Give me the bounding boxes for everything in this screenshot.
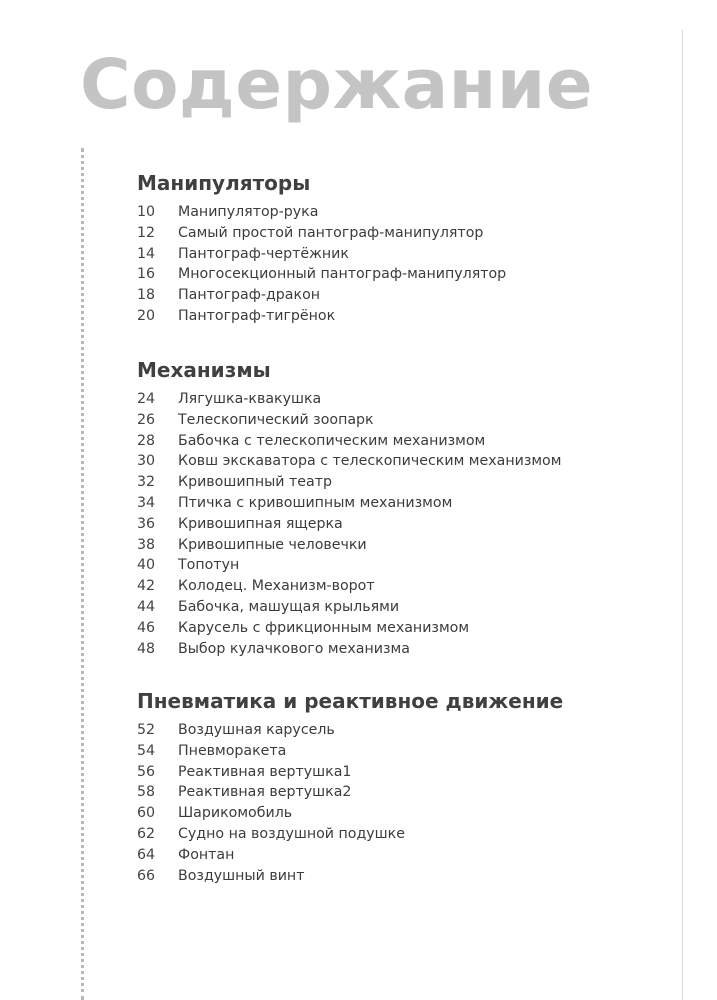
toc-entry[interactable]	[137, 762, 563, 783]
toc-entry[interactable]	[137, 597, 561, 618]
page-number: 14	[137, 245, 156, 262]
toc-section-mechanisms	[137, 357, 561, 659]
entry-title: Пантограф-дракон	[178, 287, 321, 304]
entry-title: Пантограф-тигрёнок	[178, 307, 336, 324]
toc-entry[interactable]	[137, 285, 506, 306]
entry-title: Кривошипные человечки	[178, 536, 367, 553]
page-title: Содержание	[80, 45, 593, 125]
toc-entry[interactable]	[137, 824, 563, 845]
entry-title: Воздушная карусель	[178, 722, 335, 738]
entry-title: Манипулятор-рука	[178, 204, 319, 220]
toc-entry[interactable]	[137, 306, 506, 327]
entry-title: Шарикомобиль	[178, 805, 293, 822]
entry-title: Бабочка с телескопическим механизмом	[178, 432, 486, 449]
section-heading: Пневматика и реактивное движение	[137, 689, 564, 713]
toc-entry[interactable]	[137, 389, 561, 410]
page-number: 38	[137, 536, 156, 553]
entry-title: Кривошипная ящерка	[178, 515, 343, 532]
toc-entry[interactable]	[137, 493, 561, 514]
toc-entry[interactable]	[137, 244, 506, 265]
section-heading: Механизмы	[137, 358, 271, 382]
page-number: 26	[137, 411, 156, 428]
entry-title: Реактивная вертушка1	[178, 763, 352, 780]
entry-title: Карусель с фрикционным механизмом	[178, 619, 470, 636]
page-number: 64	[137, 846, 156, 863]
toc-entry-list	[137, 202, 506, 327]
page-number: 12	[137, 224, 156, 241]
toc-section-manipulators	[137, 170, 506, 327]
page-number: 52	[137, 722, 156, 738]
toc-entry-list	[137, 720, 563, 886]
page-number: 54	[137, 742, 156, 759]
page-number: 40	[137, 557, 156, 574]
toc-entry[interactable]	[137, 639, 561, 660]
toc-entry[interactable]	[137, 223, 506, 244]
toc-entry-list	[137, 389, 561, 659]
page-number: 66	[137, 867, 156, 884]
entry-title: Топотун	[178, 557, 240, 574]
toc-section-pneumatics	[137, 688, 563, 886]
page-number: 46	[137, 619, 156, 636]
page-number: 24	[137, 391, 156, 407]
toc-entry[interactable]	[137, 845, 563, 866]
toc-entry[interactable]	[137, 410, 561, 431]
toc-entry[interactable]	[137, 535, 561, 556]
toc-entry[interactable]	[137, 720, 563, 741]
entry-title: Ковш экскаватора с телескопическим механизмом	[178, 453, 562, 470]
page-number: 48	[137, 640, 156, 657]
entry-title: Бабочка, машущая крыльями	[178, 598, 400, 615]
page-number: 58	[137, 784, 156, 801]
toc-entry[interactable]	[137, 514, 561, 535]
entry-title: Реактивная вертушка2	[178, 784, 352, 801]
entry-title: Многосекционный пантограф-манипулятор	[178, 266, 507, 283]
page-number: 10	[137, 204, 156, 220]
toc-entry[interactable]	[137, 451, 561, 472]
toc-entry[interactable]	[137, 782, 563, 803]
page-number: 20	[137, 307, 156, 324]
entry-title: Фонтан	[178, 846, 235, 863]
entry-title: Самый простой пантограф-манипулятор	[178, 224, 484, 241]
toc-entry[interactable]	[137, 202, 506, 223]
toc-entry[interactable]	[137, 555, 561, 576]
page-number: 16	[137, 266, 156, 283]
page-number: 62	[137, 825, 156, 842]
entry-title: Колодец. Механизм-ворот	[178, 578, 375, 595]
entry-title: Кривошипный театр	[178, 474, 332, 491]
toc-entry[interactable]	[137, 741, 563, 762]
page-edge-rule	[682, 30, 683, 1000]
page-number: 34	[137, 494, 156, 511]
entry-title: Выбор кулачкового механизма	[178, 640, 410, 657]
entry-title: Телескопический зоопарк	[178, 411, 374, 428]
page-number: 32	[137, 474, 156, 491]
entry-title: Лягушка-квакушка	[178, 391, 322, 407]
entry-title: Птичка с кривошипным механизмом	[178, 494, 453, 511]
entry-title: Воздушный винт	[178, 867, 305, 884]
entry-title: Судно на воздушной подушке	[178, 825, 405, 842]
toc-entry[interactable]	[137, 264, 506, 285]
page-number: 18	[137, 287, 156, 304]
section-heading: Манипуляторы	[137, 171, 311, 195]
page-number: 56	[137, 763, 156, 780]
page-number: 30	[137, 453, 156, 470]
toc-entry[interactable]	[137, 866, 563, 887]
page-number: 36	[137, 515, 156, 532]
entry-title: Пантограф-чертёжник	[178, 245, 349, 262]
page-number: 28	[137, 432, 156, 449]
page-number: 60	[137, 805, 156, 822]
toc-entry[interactable]	[137, 803, 563, 824]
toc-entry[interactable]	[137, 618, 561, 639]
toc-entry[interactable]	[137, 576, 561, 597]
dotted-margin-rule	[81, 148, 84, 1000]
toc-entry[interactable]	[137, 472, 561, 493]
page-number: 42	[137, 578, 156, 595]
page-number: 44	[137, 598, 156, 615]
toc-entry[interactable]	[137, 431, 561, 452]
entry-title: Пневморакета	[178, 742, 287, 759]
